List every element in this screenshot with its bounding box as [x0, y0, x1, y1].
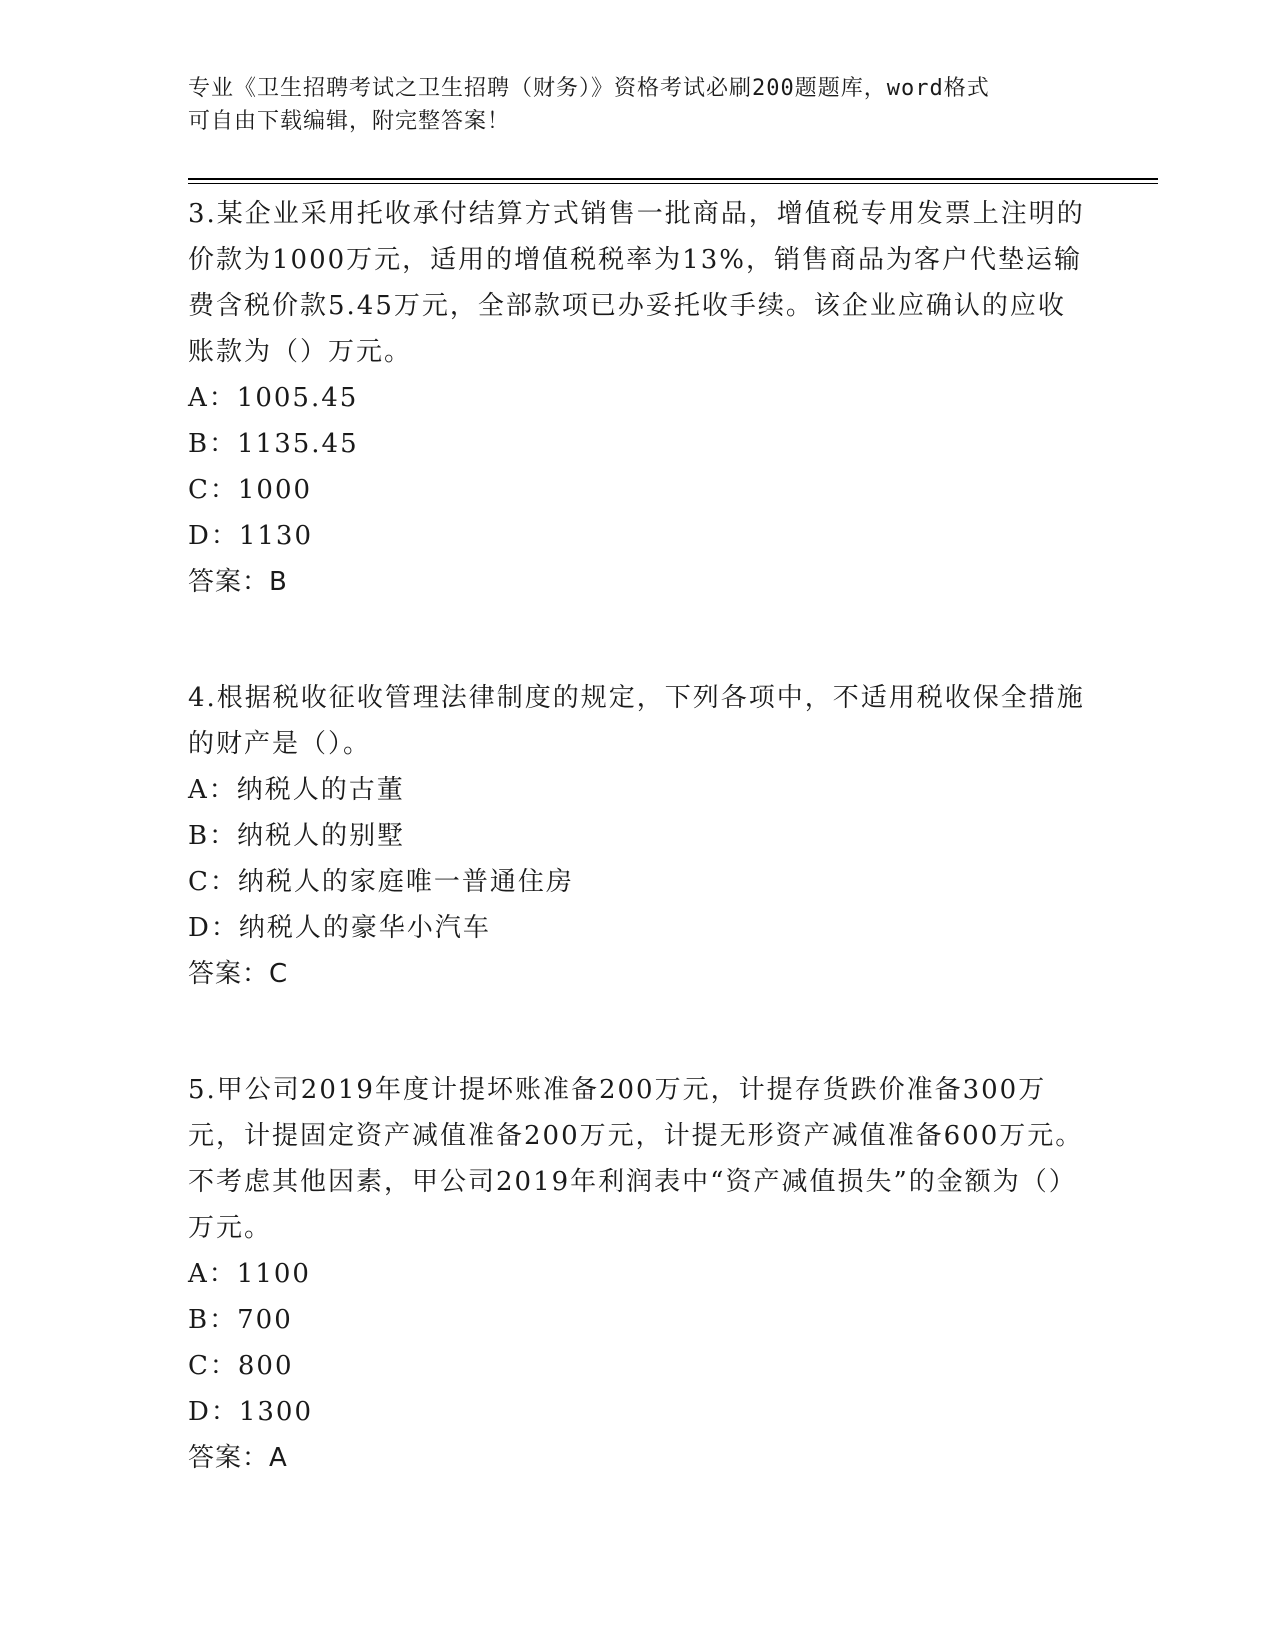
option-b: B：纳税人的别墅	[188, 821, 406, 851]
option-a: A：1005.45	[188, 383, 359, 413]
question-stem: 5.甲公司2019年度计提坏账准备200万元，计提存货跌价准备300万元，计提固定资产减值准备200万元，计提无形资产减值准备600万元。不考虑其他因素，甲公司2019年利润表中“资产减值损失”的金额为（）万元。	[188, 1075, 1084, 1243]
option-c: C：纳税人的家庭唯一普通住房	[188, 867, 574, 897]
option-d: D：1300	[188, 1397, 314, 1427]
question-stem: 4.根据税收征收管理法律制度的规定，下列各项中，不适用税收保全措施的财产是（）。	[188, 683, 1085, 759]
answer-line: 答案：B	[188, 567, 288, 597]
header-line-1: 专业《卫生招聘考试之卫生招聘（财务）》资格考试必刷200题题库，word格式	[188, 76, 990, 101]
header-divider-thin	[188, 183, 1158, 184]
question-5	[188, 1067, 1088, 1481]
question-list	[188, 191, 1088, 1481]
option-b: B：1135.45	[188, 429, 359, 459]
question-stem: 3.某企业采用托收承付结算方式销售一批商品，增值税专用发票上注明的价款为1000万元，适用的增值税税率为13%，销售商品为客户代垫运输费含税价款5.45万元，全部款项已办妥托收手续。该企业应确认的应收账款为（）万元。	[188, 199, 1085, 367]
question-4	[188, 675, 1088, 997]
answer-line: 答案：C	[188, 959, 289, 989]
option-b: B：700	[188, 1305, 293, 1335]
header-divider-thick	[188, 178, 1158, 180]
option-a: A：纳税人的古董	[188, 775, 405, 805]
option-d: D：1130	[188, 521, 314, 551]
option-a: A：1100	[188, 1259, 311, 1289]
answer-line: 答案：A	[188, 1443, 288, 1473]
question-3	[188, 191, 1088, 605]
question-spacer	[188, 605, 1088, 675]
question-spacer	[188, 997, 1088, 1067]
document-header	[188, 72, 1068, 138]
option-c: C：800	[188, 1351, 294, 1381]
option-d: D：纳税人的豪华小汽车	[188, 913, 491, 943]
header-line-2: 可自由下载编辑，附完整答案！	[188, 109, 511, 134]
option-c: C：1000	[188, 475, 313, 505]
